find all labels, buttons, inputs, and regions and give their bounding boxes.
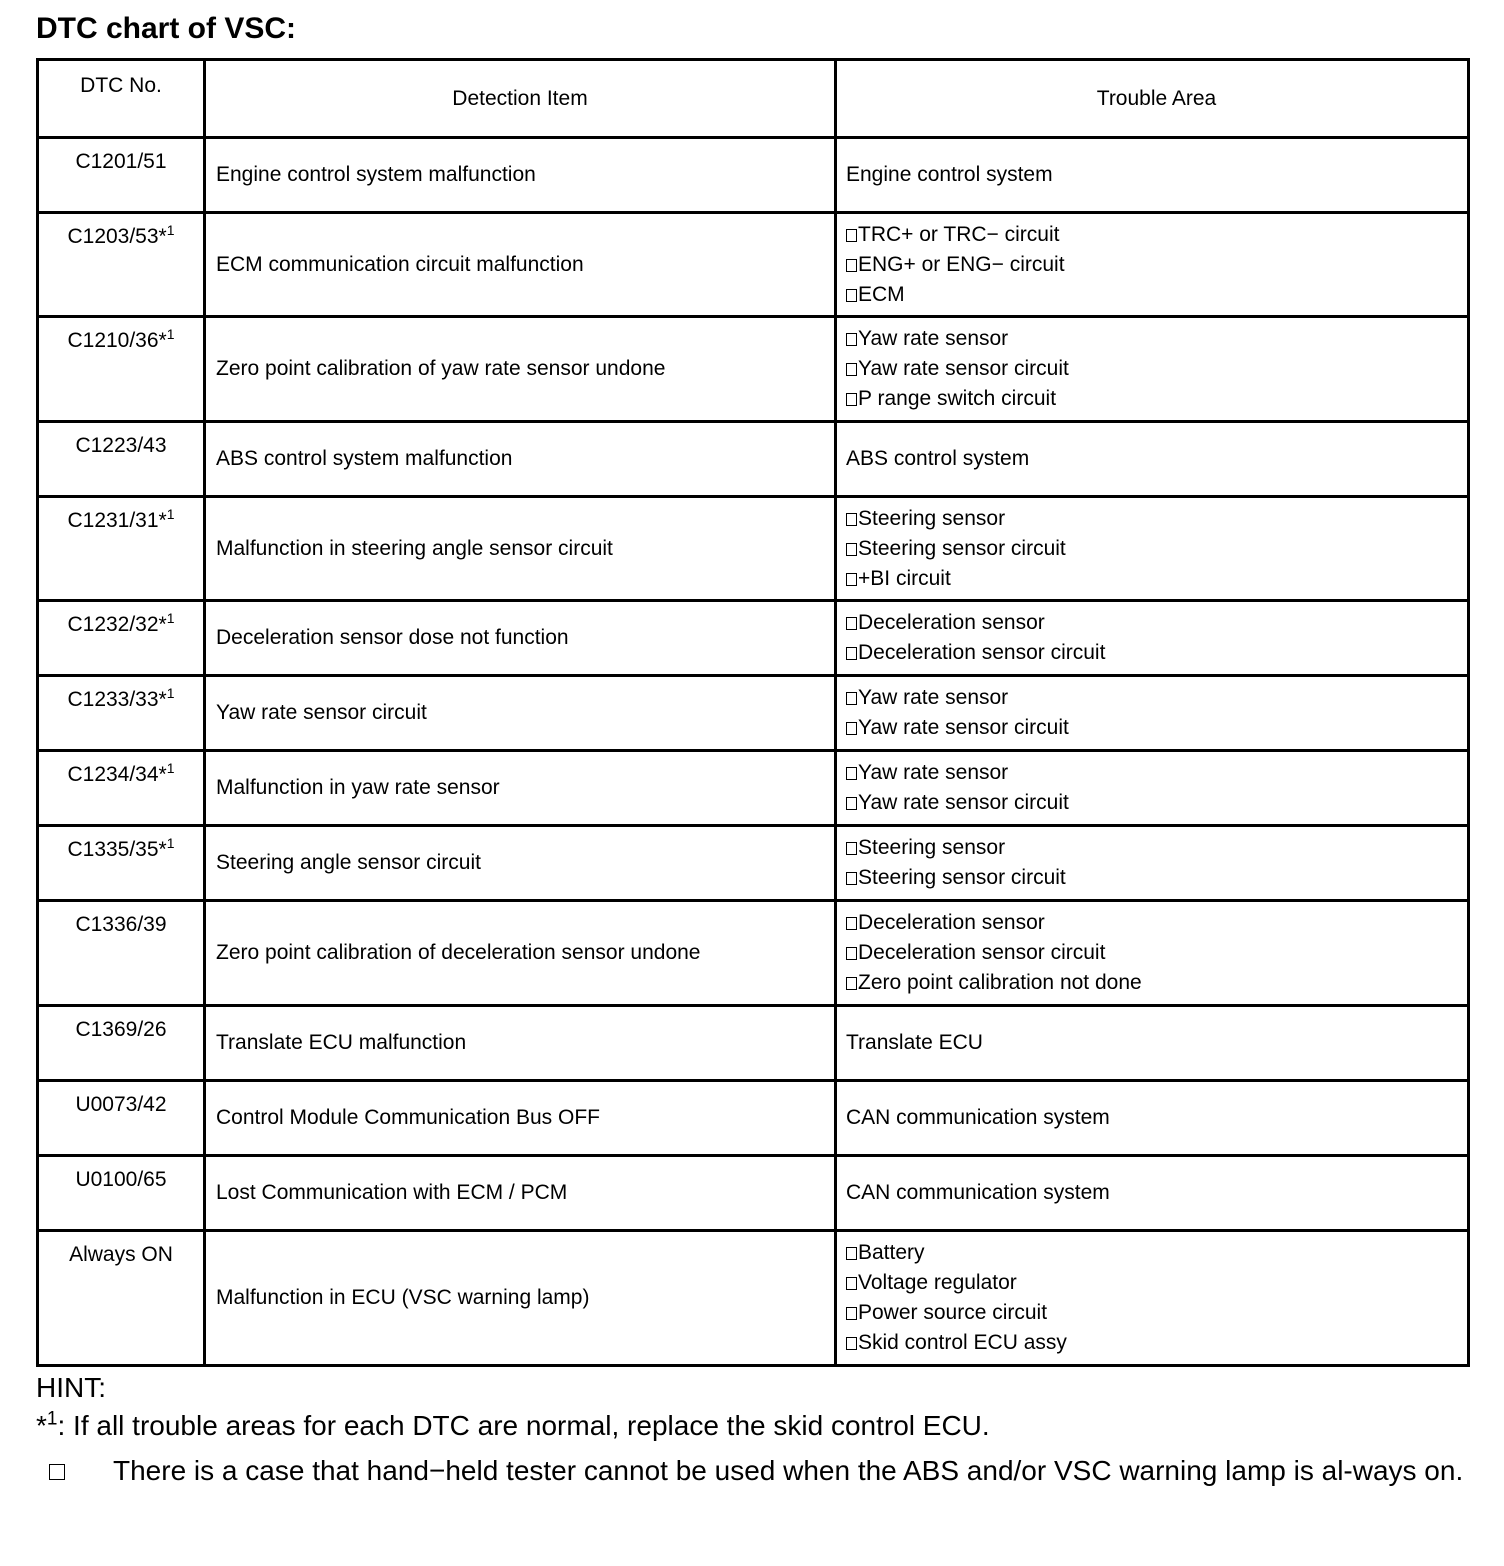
header-detection-item: Detection Item bbox=[205, 60, 836, 138]
detection-item: Malfunction in ECU (VSC warning lamp) bbox=[205, 1231, 836, 1366]
trouble-area-item bbox=[846, 863, 1467, 893]
table-row bbox=[38, 676, 1469, 751]
dtc-code bbox=[38, 751, 205, 826]
dtc-code bbox=[38, 213, 205, 317]
checkbox-square-icon bbox=[846, 947, 857, 960]
trouble-area-text: +BI circuit bbox=[858, 566, 951, 590]
trouble-area bbox=[836, 601, 1469, 676]
dtc-code bbox=[38, 497, 205, 601]
dtc-code bbox=[38, 422, 205, 497]
table-row bbox=[38, 138, 1469, 213]
checkbox-square-icon bbox=[846, 1307, 857, 1320]
checkbox-square-icon bbox=[846, 333, 857, 346]
trouble-area-item bbox=[846, 833, 1467, 863]
table-row bbox=[38, 751, 1469, 826]
trouble-area-text: Engine control system bbox=[846, 163, 1053, 186]
table-row bbox=[38, 422, 1469, 497]
trouble-area-text: Voltage regulator bbox=[858, 1271, 1017, 1294]
detection-item: Steering angle sensor circuit bbox=[205, 826, 836, 901]
checkbox-square-icon bbox=[846, 617, 857, 630]
trouble-area bbox=[836, 497, 1469, 601]
trouble-area-item bbox=[846, 324, 1467, 354]
dtc-code-text: C1369/26 bbox=[75, 1018, 167, 1041]
dtc-code-text: C1233/33 bbox=[67, 688, 159, 711]
dtc-footnote-mark: *$^1$ bbox=[158, 222, 175, 248]
dtc-footnote-mark: *$^1$ bbox=[158, 760, 175, 786]
detection-item: Lost Communication with ECM / PCM bbox=[205, 1156, 836, 1231]
dtc-code-text: C1210/36 bbox=[67, 329, 159, 352]
checkbox-square-icon bbox=[846, 1247, 857, 1260]
dtc-footnote-mark: *$^1$ bbox=[158, 835, 175, 861]
table-row bbox=[38, 901, 1469, 1006]
dtc-code-text: C1231/31 bbox=[67, 509, 159, 532]
checkbox-square-icon bbox=[846, 722, 857, 735]
dtc-code-text: C1234/34 bbox=[67, 763, 159, 786]
footnote-text: : If all trouble areas for each DTC are normal, replace the skid control ECU. bbox=[57, 1410, 990, 1441]
trouble-area-item bbox=[846, 1028, 1467, 1058]
trouble-area-text: Yaw rate sensor bbox=[858, 761, 1009, 784]
checkbox-square-icon bbox=[846, 289, 857, 302]
trouble-area-item bbox=[846, 220, 1467, 250]
trouble-area-text: ENG+ or ENG− circuit bbox=[858, 252, 1065, 276]
trouble-area-item bbox=[846, 504, 1467, 534]
trouble-area-item bbox=[846, 444, 1467, 474]
trouble-area-text: CAN communication system bbox=[846, 1181, 1110, 1204]
trouble-area-text: Steering sensor bbox=[858, 506, 1006, 530]
trouble-area bbox=[836, 1006, 1469, 1081]
table-row bbox=[38, 497, 1469, 601]
table-row bbox=[38, 1231, 1469, 1366]
trouble-area-text: Deceleration sensor circuit bbox=[858, 641, 1106, 664]
trouble-area-text: Steering sensor circuit bbox=[858, 536, 1066, 560]
checkbox-square-icon bbox=[846, 917, 857, 930]
dtc-code-text: C1232/32 bbox=[67, 613, 159, 636]
hint-label: HINT: bbox=[36, 1372, 106, 1403]
trouble-area bbox=[836, 1081, 1469, 1156]
trouble-area-item bbox=[846, 938, 1467, 968]
checkbox-square-icon bbox=[846, 363, 857, 376]
trouble-area-item bbox=[846, 160, 1467, 190]
trouble-area-item bbox=[846, 638, 1467, 668]
checkbox-square-icon bbox=[846, 573, 857, 586]
detection-item: Engine control system malfunction bbox=[205, 138, 836, 213]
dtc-code bbox=[38, 138, 205, 213]
trouble-area-item bbox=[846, 1238, 1467, 1268]
checkbox-square-icon bbox=[846, 797, 857, 810]
dtc-footnote-mark: *$^1$ bbox=[158, 685, 175, 711]
checkbox-square-icon bbox=[846, 692, 857, 705]
checkbox-square-icon bbox=[846, 229, 857, 242]
trouble-area-text: Yaw rate sensor bbox=[858, 327, 1009, 350]
page-title: DTC chart of VSC: bbox=[36, 12, 297, 45]
dtc-code-text: Always ON bbox=[69, 1243, 173, 1266]
trouble-area-text: Battery bbox=[858, 1241, 925, 1264]
dtc-footnote-mark: *$^1$ bbox=[158, 326, 175, 352]
bullet-square-icon bbox=[49, 1464, 65, 1480]
trouble-area bbox=[836, 676, 1469, 751]
trouble-area-text: Yaw rate sensor bbox=[858, 686, 1009, 709]
dtc-table bbox=[36, 58, 1470, 1367]
trouble-area-text: Steering sensor bbox=[858, 836, 1006, 859]
dtc-code bbox=[38, 601, 205, 676]
trouble-area-item bbox=[846, 1328, 1467, 1358]
trouble-area bbox=[836, 826, 1469, 901]
table-row bbox=[38, 317, 1469, 422]
dtc-footnote-mark: *$^1$ bbox=[158, 610, 175, 636]
trouble-area-text: Power source circuit bbox=[858, 1301, 1048, 1324]
dtc-code-text: U0073/42 bbox=[75, 1093, 167, 1116]
dtc-code-text: U0100/65 bbox=[75, 1168, 167, 1191]
table-row bbox=[38, 1081, 1469, 1156]
checkbox-square-icon bbox=[846, 513, 857, 526]
detection-item: Zero point calibration of yaw rate sensor undone bbox=[205, 317, 836, 422]
detection-item: Control Module Communication Bus OFF bbox=[205, 1081, 836, 1156]
checkbox-square-icon bbox=[846, 393, 857, 406]
dtc-code bbox=[38, 317, 205, 422]
detection-item: Deceleration sensor dose not function bbox=[205, 601, 836, 676]
dtc-code-text: C1336/39 bbox=[75, 913, 167, 936]
trouble-area-text: Skid control ECU assy bbox=[858, 1331, 1067, 1354]
detection-item: ECM communication circuit malfunction bbox=[205, 213, 836, 317]
trouble-area-text: Deceleration sensor bbox=[858, 611, 1045, 634]
trouble-area-item bbox=[846, 788, 1467, 818]
dtc-code bbox=[38, 1006, 205, 1081]
trouble-area bbox=[836, 317, 1469, 422]
trouble-area-text: Yaw rate sensor circuit bbox=[858, 357, 1069, 380]
trouble-area-item bbox=[846, 564, 1467, 594]
trouble-area bbox=[836, 138, 1469, 213]
trouble-area-item bbox=[846, 1178, 1467, 1208]
dtc-code-text: C1203/53 bbox=[67, 225, 159, 248]
trouble-area-item bbox=[846, 1298, 1467, 1328]
hint-note-2: There is a case that hand−held tester cannot be used when the ABS and/or VSC warning lamp is al-ways on. bbox=[113, 1455, 1464, 1486]
dtc-code bbox=[38, 826, 205, 901]
trouble-area bbox=[836, 1156, 1469, 1231]
trouble-area-text: ABS control system bbox=[846, 447, 1030, 470]
trouble-area-text: Zero point calibration not done bbox=[858, 971, 1142, 994]
footnote-mark: *$^1$ bbox=[36, 1408, 58, 1441]
dtc-footnote-mark: *$^1$ bbox=[158, 506, 175, 532]
trouble-area-item bbox=[846, 1268, 1467, 1298]
checkbox-square-icon bbox=[846, 647, 857, 660]
trouble-area-item bbox=[846, 968, 1467, 998]
trouble-area-text: Deceleration sensor bbox=[858, 911, 1045, 934]
checkbox-square-icon bbox=[846, 842, 857, 855]
trouble-area-text: ECM bbox=[858, 282, 905, 306]
checkbox-square-icon bbox=[846, 1277, 857, 1290]
trouble-area bbox=[836, 901, 1469, 1006]
table-header-row bbox=[38, 60, 1469, 138]
trouble-area-item bbox=[846, 250, 1467, 280]
detection-item: Translate ECU malfunction bbox=[205, 1006, 836, 1081]
trouble-area bbox=[836, 1231, 1469, 1366]
detection-item: Malfunction in steering angle sensor circuit bbox=[205, 497, 836, 601]
dtc-code bbox=[38, 1156, 205, 1231]
dtc-code bbox=[38, 901, 205, 1006]
trouble-area-text: Translate ECU bbox=[846, 1031, 983, 1054]
dtc-code bbox=[38, 1081, 205, 1156]
trouble-area-item bbox=[846, 608, 1467, 638]
table-row bbox=[38, 213, 1469, 317]
trouble-area-text: Deceleration sensor circuit bbox=[858, 941, 1106, 964]
trouble-area-item bbox=[846, 384, 1467, 414]
trouble-area-item bbox=[846, 534, 1467, 564]
header-trouble-area: Trouble Area bbox=[836, 60, 1469, 138]
dtc-code-text: C1335/35 bbox=[67, 838, 159, 861]
trouble-area-text: TRC+ or TRC− circuit bbox=[858, 222, 1060, 246]
header-dtc-no: DTC No. bbox=[38, 60, 205, 138]
table-row bbox=[38, 826, 1469, 901]
trouble-area-text: Steering sensor circuit bbox=[858, 866, 1066, 889]
trouble-area-item bbox=[846, 908, 1467, 938]
trouble-area-item bbox=[846, 1103, 1467, 1133]
dtc-code bbox=[38, 676, 205, 751]
trouble-area-text: P range switch circuit bbox=[858, 387, 1057, 410]
trouble-area-item bbox=[846, 280, 1467, 310]
trouble-area bbox=[836, 213, 1469, 317]
checkbox-square-icon bbox=[846, 543, 857, 556]
detection-item: Zero point calibration of deceleration sensor undone bbox=[205, 901, 836, 1006]
dtc-code-text: C1201/51 bbox=[75, 150, 167, 173]
trouble-area-text: Yaw rate sensor circuit bbox=[858, 791, 1069, 814]
hint-note-1 bbox=[36, 1410, 990, 1442]
checkbox-square-icon bbox=[846, 767, 857, 780]
checkbox-square-icon bbox=[846, 259, 857, 272]
trouble-area-item bbox=[846, 354, 1467, 384]
detection-item: ABS control system malfunction bbox=[205, 422, 836, 497]
checkbox-square-icon bbox=[846, 977, 857, 990]
dtc-code bbox=[38, 1231, 205, 1366]
trouble-area bbox=[836, 751, 1469, 826]
trouble-area-item bbox=[846, 713, 1467, 743]
dtc-code-text: C1223/43 bbox=[75, 434, 167, 457]
trouble-area-item bbox=[846, 683, 1467, 713]
detection-item: Malfunction in yaw rate sensor bbox=[205, 751, 836, 826]
checkbox-square-icon bbox=[846, 872, 857, 885]
trouble-area-text: CAN communication system bbox=[846, 1106, 1110, 1129]
table-row bbox=[38, 1006, 1469, 1081]
trouble-area-text: Yaw rate sensor circuit bbox=[858, 716, 1069, 739]
trouble-area bbox=[836, 422, 1469, 497]
trouble-area-item bbox=[846, 758, 1467, 788]
table-row bbox=[38, 1156, 1469, 1231]
table-row bbox=[38, 601, 1469, 676]
detection-item: Yaw rate sensor circuit bbox=[205, 676, 836, 751]
checkbox-square-icon bbox=[846, 1337, 857, 1350]
